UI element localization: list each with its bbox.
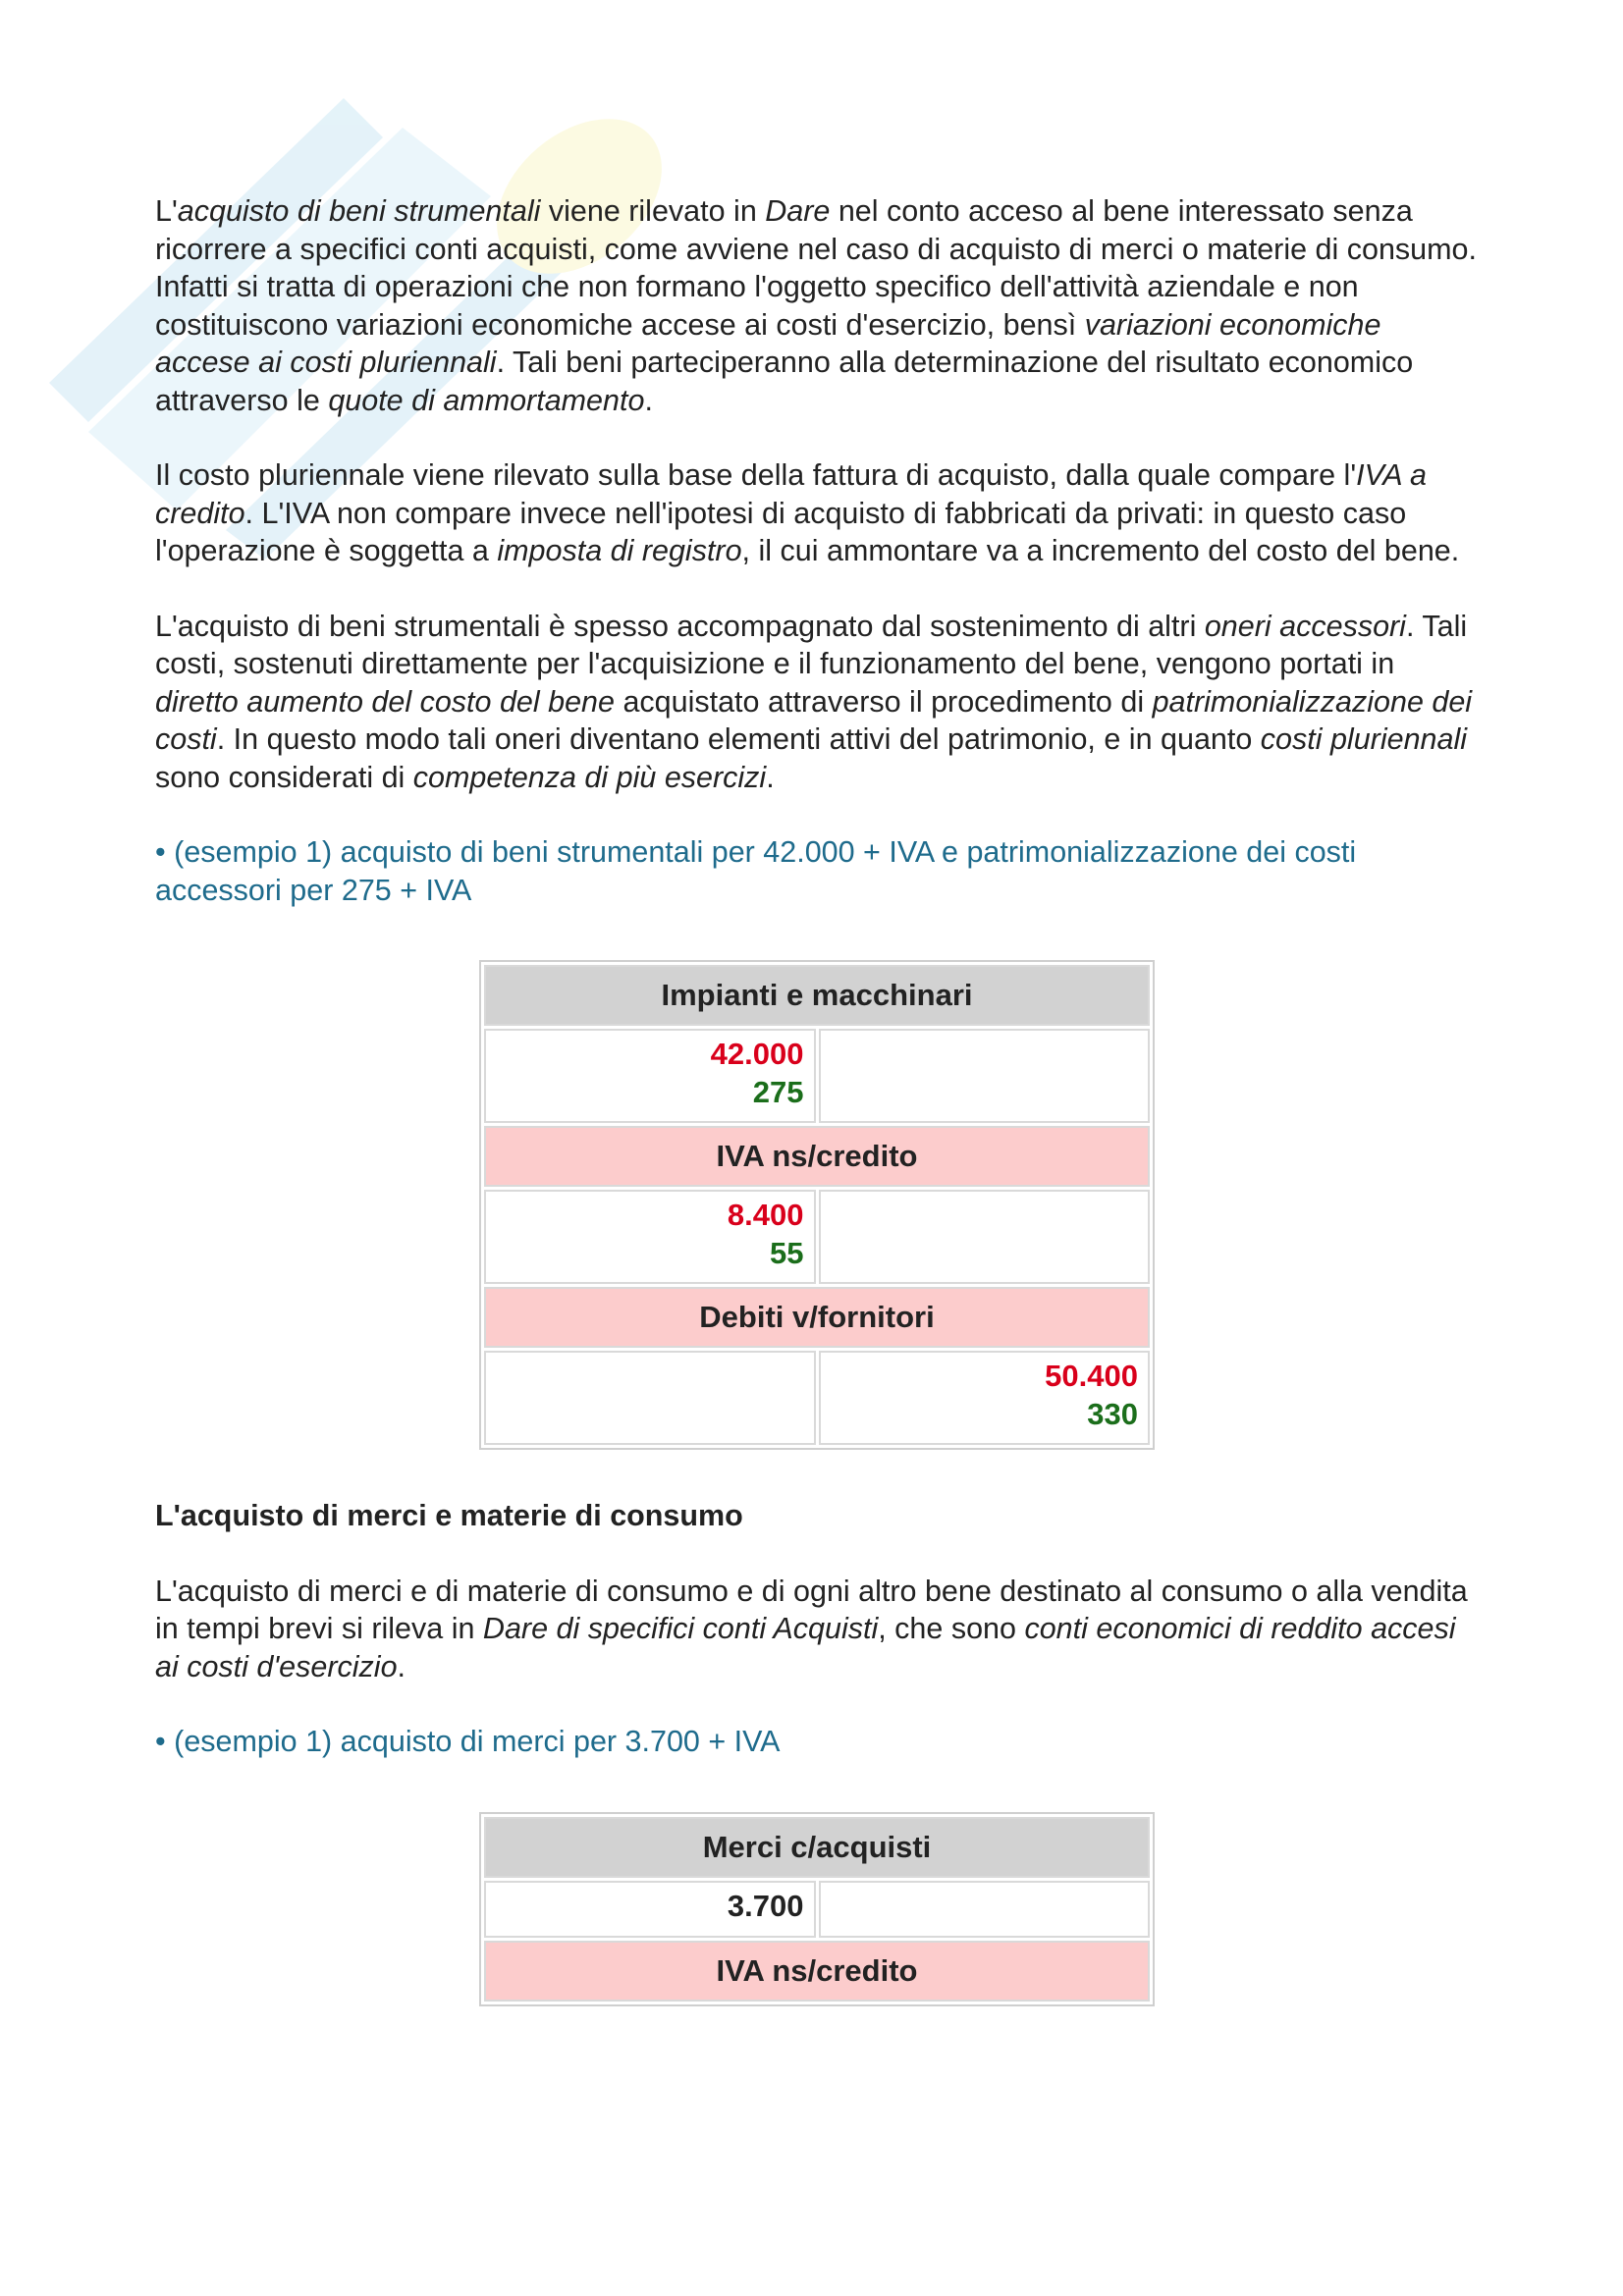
example-text: (esempio 1) acquisto di merci per 3.700 + IVA: [174, 1725, 781, 1758]
text-run: . Tali costi, sostenuti direttamente per l'acquisizione e il funzionamento del bene, vengono portati in: [155, 609, 1468, 680]
example-text: (esempio 1) acquisto di beni strumentali per 42.000 + IVA e patrimonializzazione dei costi accessori per 275 + IVA: [155, 835, 1357, 907]
text-run: . L'IVA non compare invece nell'ipotesi di acquisto di fabbricati da privati: in questo caso l'operazione è soggetta a: [155, 496, 1407, 567]
account-title-iva: IVA ns/credito: [484, 1126, 1150, 1187]
emphasis-text: IVA a credito: [155, 458, 1427, 530]
amount-impianti-dare-1: 42.000: [710, 1037, 804, 1071]
emphasis-text: competenza di più esercizi: [412, 760, 767, 794]
emphasis-text: variazioni economiche accese ai costi pluriennali: [155, 307, 1381, 379]
text-run: viene rilevato in: [540, 194, 766, 228]
section-heading-merci: L'acquisto di merci e materie di consumo: [155, 1499, 743, 1532]
account-title-iva-2: IVA ns/credito: [484, 1941, 1150, 2002]
text-run: L'acquisto di beni strumentali è spesso accompagnato dal sostenimento di altri: [155, 609, 1205, 643]
account-title-merci: Merci c/acquisti: [484, 1817, 1150, 1878]
text-run: , il cui ammontare va a incremento del costo del bene.: [741, 534, 1460, 567]
dare-cell-merci: [484, 1881, 816, 1938]
paragraph-beni-strumentali: [155, 192, 1481, 419]
text-run: L': [155, 194, 178, 228]
amount-iva-dare-1: 8.400: [727, 1198, 804, 1232]
amount-merci-dare-1: 3.700: [727, 1888, 804, 1923]
example-beni-strumentali: [155, 833, 1481, 909]
account-title-debiti: Debiti v/fornitori: [484, 1287, 1150, 1348]
emphasis-text: costi pluriennali: [1260, 722, 1468, 756]
text-run: . Tali beni parteciperanno alla determinazione del risultato economico attraverso le: [155, 346, 1414, 417]
dare-cell-debiti: [484, 1351, 816, 1445]
emphasis-text: acquisto di beni strumentali: [177, 194, 541, 228]
paragraph-oneri-accessori: [155, 608, 1481, 797]
amount-debiti-avere-1: 50.400: [1045, 1359, 1138, 1393]
avere-cell-impianti: [819, 1029, 1151, 1123]
emphasis-text: diretto aumento del costo del bene: [155, 684, 615, 719]
avere-cell-debiti: [819, 1351, 1151, 1445]
text-run: nel conto acceso al bene interessato senza ricorrere a specifici conti acquisti, come avviene nel caso di acquisto di merci o materie di consumo. Infatti si tratta di operazioni che non formano l'oggetto specifico dell'attività aziendale e non costituiscono variazioni economiche accese ai costi d'esercizio, bensì: [155, 194, 1477, 342]
emphasis-text: conti economici di reddito accesi ai costi d'esercizio: [155, 1612, 1456, 1683]
dare-cell-iva: [484, 1190, 816, 1284]
paragraph-costo-pluriennale: [155, 456, 1481, 570]
bullet: •: [155, 835, 166, 869]
emphasis-text: Dare di specifici conti Acquisti: [482, 1612, 879, 1645]
bullet: •: [155, 1725, 166, 1758]
emphasis-text: Dare: [765, 194, 831, 228]
text-run: , che sono: [878, 1612, 1025, 1645]
emphasis-text: oneri accessori: [1204, 609, 1406, 643]
text-run: acquistato attraverso il procedimento di: [614, 684, 1153, 719]
paragraph-acquisto-merci: [155, 1573, 1481, 1686]
amount-impianti-dare-2: 275: [752, 1075, 804, 1109]
emphasis-text: patrimonializzazione dei costi: [155, 684, 1473, 756]
avere-cell-iva: [819, 1190, 1151, 1284]
text-run: .: [397, 1649, 406, 1683]
account-title-impianti: Impianti e macchinari: [484, 965, 1150, 1026]
document-body: [155, 192, 1481, 2054]
t-accounts-table-2: [479, 1812, 1155, 2006]
text-run: L'acquisto di merci e di materie di consumo e di ogni altro bene destinato al consumo o alla vendita in tempi brevi si rileva in: [155, 1574, 1468, 1645]
dare-cell-impianti: [484, 1029, 816, 1123]
amount-iva-dare-2: 55: [770, 1236, 804, 1270]
text-run: . In questo modo tali oneri diventano elementi attivi del patrimonio, e in quanto: [216, 722, 1261, 756]
t-accounts-table-1: [479, 960, 1155, 1450]
text-run: Il costo pluriennale viene rilevato sulla base della fattura di acquisto, dalla quale compare l': [155, 458, 1357, 492]
amount-debiti-avere-2: 330: [1087, 1397, 1138, 1431]
emphasis-text: quote di ammortamento: [328, 383, 645, 417]
emphasis-text: imposta di registro: [497, 534, 742, 567]
example-merci: [155, 1723, 1481, 1761]
text-run: sono considerati di: [155, 760, 413, 794]
avere-cell-merci: [819, 1881, 1151, 1938]
text-run: .: [644, 383, 653, 417]
text-run: .: [766, 760, 775, 794]
